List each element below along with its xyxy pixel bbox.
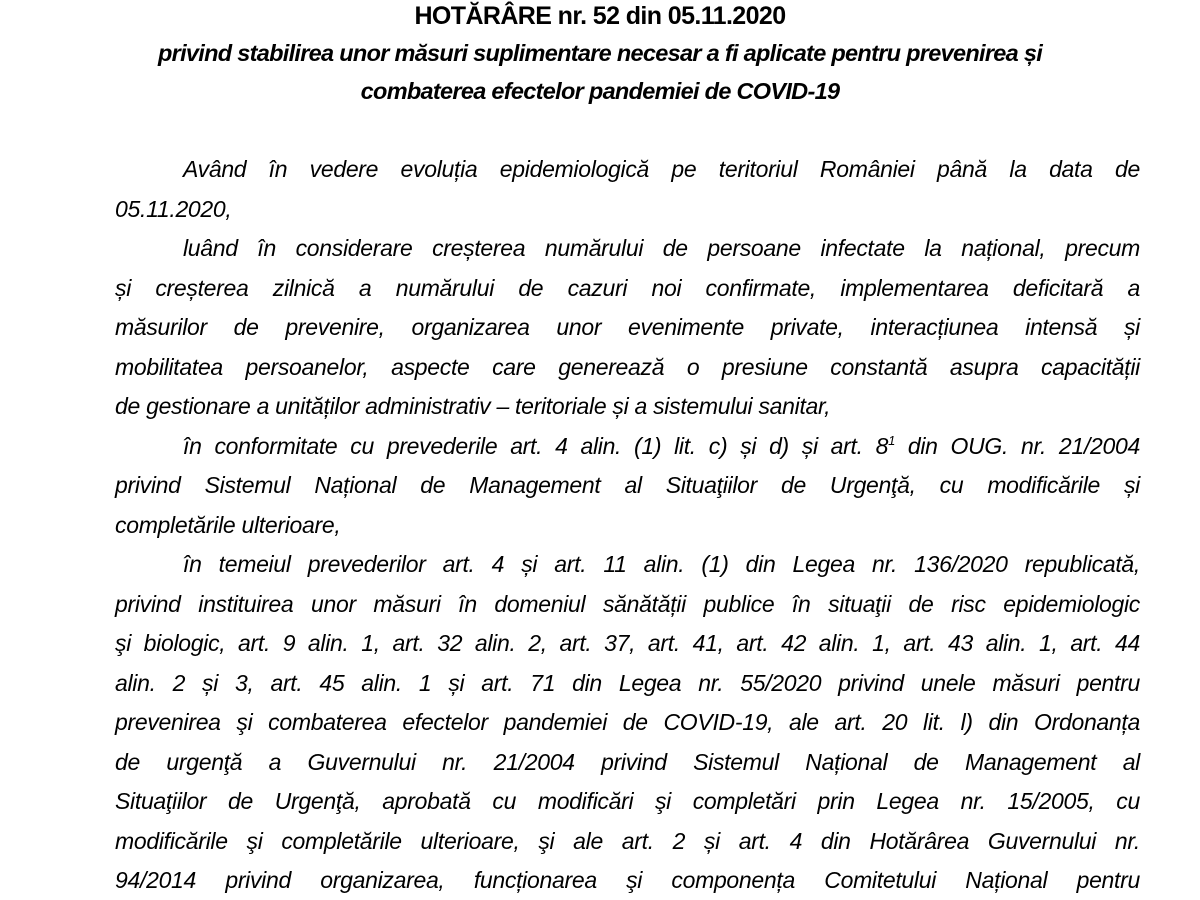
paragraph-line: în temeiul prevederilor art. 4 și art. 11 alin. (1) din Legea nr. 136/2020 republicată, [183, 551, 1140, 577]
paragraph-line: prevenirea şi combaterea efectelor pandemiei de COVID-19, ale art. 20 lit. l) din Ordonanța [115, 709, 1140, 735]
document-subtitle-line: privind stabilirea unor măsuri suplimentare necesar a fi aplicate pentru prevenirea și [157, 40, 1043, 66]
paragraph-line-text: în conformitate cu prevederile art. 4 alin. (1) lit. c) și d) și art. 8 [183, 433, 889, 459]
document-title: HOTĂRÂRE nr. 52 din 05.11.2020 [414, 2, 786, 30]
paragraph-line: 94/2014 privind organizarea, funcționarea şi componența Comitetului Național pentru [115, 867, 1140, 893]
paragraph-line: de urgenţă a Guvernului nr. 21/2004 privind Sistemul Național de Management al [115, 749, 1140, 775]
paragraph-line: Situaţiilor de Urgenţă, aprobată cu modificări şi completări prin Legea nr. 15/2005, cu [115, 788, 1140, 814]
paragraph-line: completările ulterioare, [115, 512, 341, 538]
paragraph-line: privind Sistemul Național de Management al Situaţiilor de Urgenţă, cu modificările și [115, 472, 1140, 498]
paragraph-line: mobilitatea persoanelor, aspecte care generează o presiune constantă asupra capacității [115, 354, 1140, 380]
paragraph-line: luând în considerare creșterea numărului de persoane infectate la național, precum [183, 235, 1140, 261]
paragraph-line: şi biologic, art. 9 alin. 1, art. 32 alin. 2, art. 37, art. 41, art. 42 alin. 1, art. 43 alin. 1, art. 44 [115, 630, 1140, 656]
paragraph-line: modificările şi completările ulterioare, şi ale art. 2 și art. 4 din Hotărârea Guvernului nr. [115, 828, 1140, 854]
document-subtitle-line: combaterea efectelor pandemiei de COVID-19 [360, 78, 840, 104]
paragraph-line: 05.11.2020, [115, 196, 232, 222]
paragraph-line-text: din OUG. nr. 21/2004 [895, 433, 1140, 459]
paragraph-line: Având în vedere evoluția epidemiologică pe teritoriul României până la data de [183, 156, 1140, 182]
superscript: 1 [888, 433, 895, 448]
paragraph-line: de gestionare a unităților administrativ – teritoriale și a sistemului sanitar, [115, 393, 831, 419]
paragraph-line: privind instituirea unor măsuri în domeniul sănătății publice în situaţii de risc epidemiologic [115, 591, 1140, 617]
paragraph-line: măsurilor de prevenire, organizarea unor evenimente private, interacțiunea intensă și [115, 314, 1140, 340]
paragraph-line [183, 431, 1140, 461]
paragraph-line: alin. 2 și 3, art. 45 alin. 1 și art. 71 din Legea nr. 55/2020 privind unele măsuri pentru [115, 670, 1140, 696]
paragraph-line: și creșterea zilnică a numărului de cazuri noi confirmate, implementarea deficitară a [115, 275, 1140, 301]
